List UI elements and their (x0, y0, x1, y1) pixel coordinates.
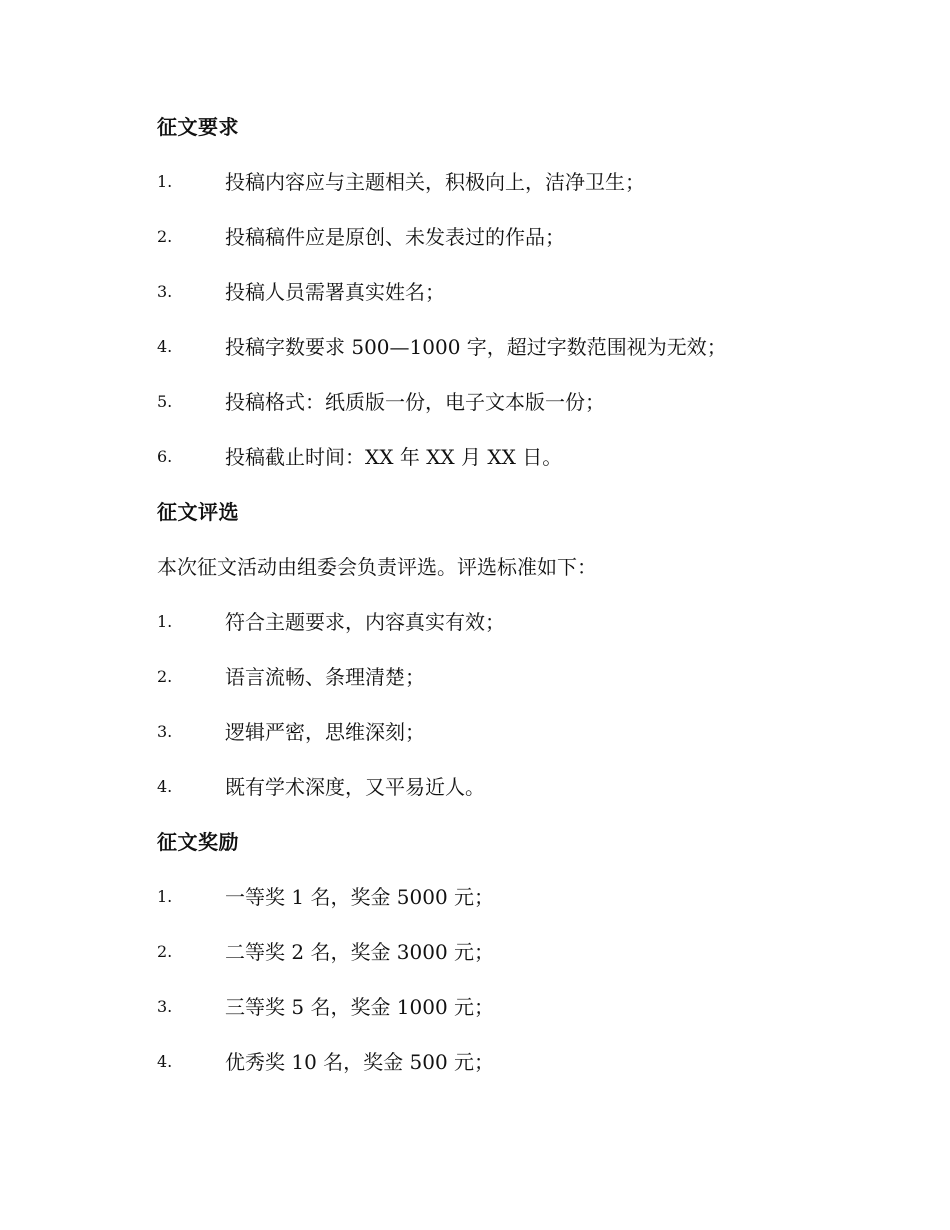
list-item (157, 383, 857, 421)
list-text: 投稿人员需署真实姓名； (225, 280, 445, 304)
list-text: 投稿格式：纸质版一份，电子文本版一份； (225, 390, 605, 414)
list-text: 投稿稿件应是原创、未发表过的作品； (225, 225, 565, 249)
list-text: 三等奖 5 名，奖金 1000 元； (225, 995, 495, 1019)
list-number: 1. (157, 172, 173, 191)
list-number: 3. (157, 997, 173, 1016)
list-number: 3. (157, 282, 173, 301)
section-heading: 征文评选 (157, 500, 239, 524)
list-item (157, 273, 857, 311)
list-item (157, 713, 857, 751)
list-item (157, 328, 857, 366)
document-page (157, 108, 857, 1098)
list-text: 优秀奖 10 名，奖金 500 元； (225, 1050, 495, 1074)
list-number: 1. (157, 612, 173, 631)
list-number: 4. (157, 337, 173, 356)
section-awards (157, 823, 857, 1081)
list-item (157, 768, 857, 806)
list-item (157, 658, 857, 696)
list-number: 2. (157, 667, 173, 686)
list-text: 一等奖 1 名，奖金 5000 元； (225, 885, 495, 909)
list-text: 既有学术深度，又平易近人。 (225, 775, 485, 799)
list-text: 投稿截止时间：XX 年 XX 月 XX 日。 (225, 445, 563, 469)
list-number: 2. (157, 227, 173, 246)
list-item (157, 438, 857, 476)
list-text: 符合主题要求，内容真实有效； (225, 610, 505, 634)
list-item (157, 988, 857, 1026)
list-text: 投稿字数要求 500—1000 字，超过字数范围视为无效； (225, 335, 727, 359)
list-text: 语言流畅、条理清楚； (225, 665, 425, 689)
section-evaluation (157, 493, 857, 806)
list-item (157, 878, 857, 916)
list-text: 逻辑严密，思维深刻； (225, 720, 425, 744)
list-number: 4. (157, 1052, 173, 1071)
list-text: 投稿内容应与主题相关，积极向上，洁净卫生； (225, 170, 645, 194)
list-item (157, 1043, 857, 1081)
list-item (157, 933, 857, 971)
list-text: 二等奖 2 名，奖金 3000 元； (225, 940, 495, 964)
list-number: 6. (157, 447, 173, 466)
list-number: 3. (157, 722, 173, 741)
list-number: 4. (157, 777, 173, 796)
list-item (157, 218, 857, 256)
list-number: 5. (157, 392, 173, 411)
list-item (157, 603, 857, 641)
list-item (157, 163, 857, 201)
section-heading: 征文奖励 (157, 830, 239, 854)
section-intro: 本次征文活动由组委会负责评选。评选标准如下： (157, 555, 597, 579)
section-requirements (157, 108, 857, 476)
list-number: 1. (157, 887, 173, 906)
list-number: 2. (157, 942, 173, 961)
section-heading: 征文要求 (157, 115, 239, 139)
